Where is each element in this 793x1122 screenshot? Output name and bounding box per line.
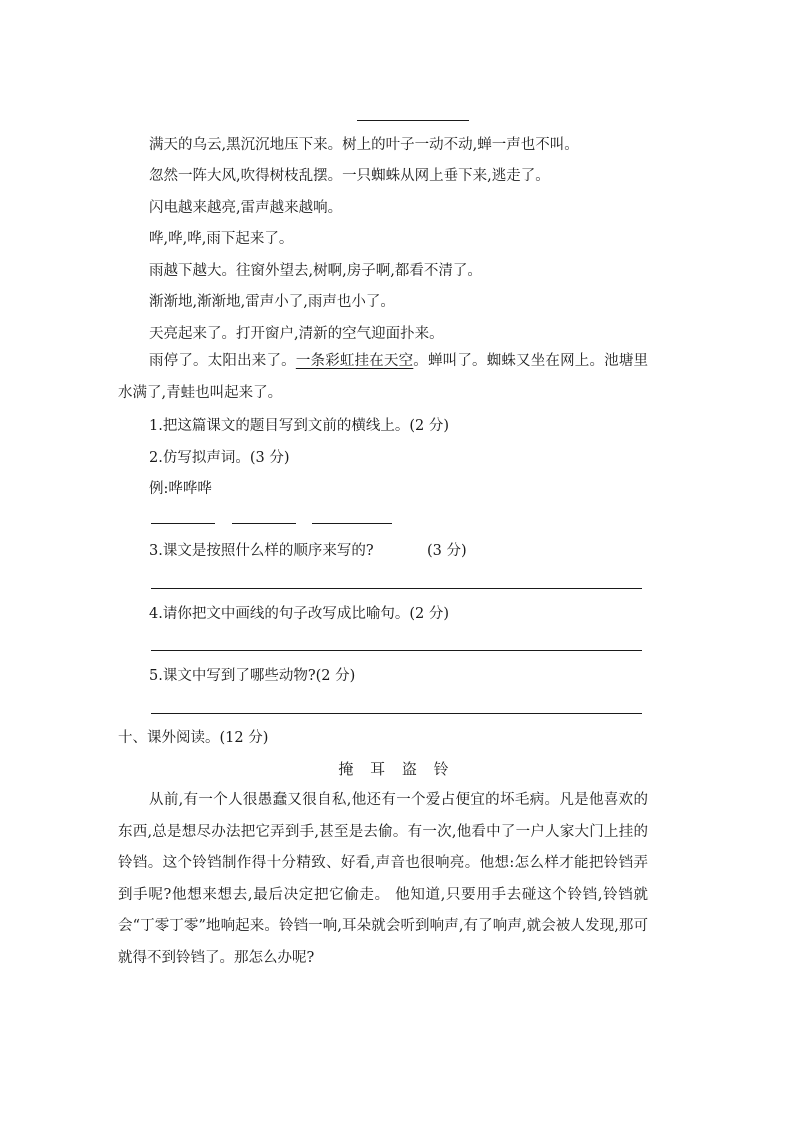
story-title: 掩 耳 盗 铃 [338,760,455,778]
answer-line-3[interactable] [151,588,642,589]
question-3: 3.课文是按照什么样的顺序来写的? [149,543,374,559]
text-line-6: 渐渐地,渐渐地,雷声小了,雨声也小了。 [149,294,395,310]
story-paragraph: 从前,有一个人很愚蠢又很自私,他还有一个爱占便宜的坏毛病。凡是他喜欢的东西,总是想尽办法把它弄到手,甚至是去偷。有一次,他看中了一户人家大门上挂的铃铛。这个铃铛制作得十分精致、好看,声音也很响亮。他想:怎么样才能把铃铛弄到手呢?他想来想去,最后决定把它偷走。 他知道,只要用手去碰这个铃铛,铃铛就会“丁零丁零”地响起来。铃铛一响,耳朵就会听到响声,有了响声,就会被人发现,那可就得不到铃铛了。那怎么办呢? [118,792,648,966]
text-line-7: 天亮起来了。打开窗户,清新的空气迎面扑来。 [149,326,444,342]
last-para-before: 雨停了。太阳出来了。 [149,353,296,369]
text-line-4: 哗,哗,哗,雨下起来了。 [149,231,294,247]
answer-blank-2b[interactable] [232,523,296,524]
text-line-1: 满天的乌云,黑沉沉地压下来。树上的叶子一动不动,蝉一声也不叫。 [149,137,579,153]
title-blank-line[interactable] [357,120,469,121]
answer-blank-2a[interactable] [151,523,215,524]
question-2-example: 例:哗哗哗 [149,481,212,497]
question-4: 4.请你把文中画线的句子改写成比喻句。(2 分) [149,606,449,622]
question-3-score: (3 分) [427,543,467,559]
text-line-3: 闪电越来越亮,雷声越来越响。 [149,200,343,216]
question-1: 1.把这篇课文的题目写到文前的横线上。(2 分) [149,418,449,434]
section-10-heading: 十、课外阅读。(12 分) [118,730,269,746]
question-2: 2.仿写拟声词。(3 分) [149,450,290,466]
last-para-after: 。蝉叫了。蜘蛛又坐在网上。池塘里水满了,青蛙也叫起来了。 [118,353,649,401]
text-line-5: 雨越下越大。往窗外望去,树啊,房子啊,都看不清了。 [149,263,482,279]
last-paragraph [118,346,648,409]
text-line-2: 忽然一阵大风,吹得树枝乱摆。一只蜘蛛从网上垂下来,逃走了。 [149,168,550,184]
answer-line-5[interactable] [151,713,642,714]
question-5: 5.课文中写到了哪些动物?(2 分) [149,668,356,684]
underlined-sentence: 一条彩虹挂在天空 [295,353,414,369]
answer-line-4[interactable] [151,650,642,651]
answer-blank-2c[interactable] [312,523,392,524]
